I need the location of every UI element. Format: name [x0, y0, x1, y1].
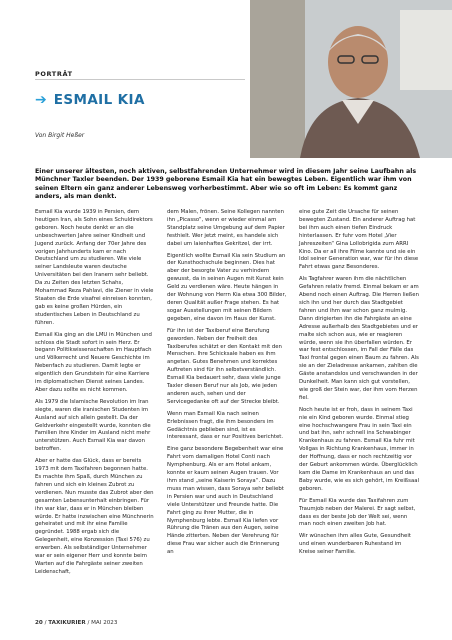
paragraph: Esmail Kia wurde 1939 in Persien, dem heutigen Iran, als Sohn eines Schuldirektors geboren. Noch heute denkt er an die unbeschwerten Jahre seiner Kindheit und Jugend zurück. Anfang der 70er Jahre des vorigen Jahrhunderts kam er nach Deutschland um zu studieren. Wie viele seiner Landsleute waren deutsche Universitäten bei den Iranern sehr beliebt. Da zu Zeiten des letzten Schahs, Mohammad Reza Pahlavi, die Ziener in viele Staaten die Erde visafrei einreisen konnten, gab es keine großen Hürden, ein studentisches Leben in Deutschland zu führen. [35, 209, 154, 326]
section-label: PORTRÄT [35, 70, 73, 78]
paragraph: eine gute Zeit die Ursache für seinen bewegten Zustand. Ein anderer Auftrag hat bei ihm auch einen tiefen Eindruck hinterlassen. Er fuhr vom Hotel „Vier Jahreszeiten“ Gina Lollobrigida zum ARRI Kino. Da er all ihre Filme kannte und sie ein Idol seiner Generation war, war für ihn diese Fahrt etwas ganz Besonderes. [299, 209, 419, 271]
article-title: ESMAIL KIA [53, 92, 145, 108]
paragraph: Als Tagfahrer waren ihm die nächtlichen Gefahren relativ fremd. Einmal bekam er am Abend noch einen Auftrag. Die Herren ließen sich ihn und her durch das Stadtgebiet fahren und ihm war schon ganz mulmig. Dann dirigierten ihn die Fahrgäste an eine Adresse außerhalb des Stadtgebietes und er malte sich schon aus, wie er reagieren würde, wenn sie ihn überfallen würden. Er war fest entschlossen, im Fall der Fälle das Taxi frontal gegen einen Baum zu fahren. Als sie an der Zieladresse ankamen, zahlten die Gäste anstandslos und verschwanden in der Dunkelheit. Man kann sich gut vorstellen, wie groß der Stein war, der ihm vom Herzen fiel. [299, 276, 419, 401]
lead-paragraph: Einer unserer ältesten, noch aktiven, selbstfahrenden Unternehmer wird in diesem Jahr seine Laufbahn als Münchner Taxler beenden. Der 1939 geborene Esmail Kia hat ein bewegtes Leben. Eigentlich war ihm von seinen Eltern ein ganz anderer Lebensweg vorherbestimmt. Aber wie so oft im Leben: Es kommt ganz anders, als man denkt. [35, 168, 417, 201]
publication-name: TAXIKURIER [48, 620, 86, 626]
issue-date: MAI 2023 [91, 620, 118, 626]
column-1 [35, 209, 155, 581]
arrow-right-icon: ➔ [35, 92, 47, 108]
paragraph: Als 1979 die Islamische Revolution im Iran siegte, waren die iranischen Studenten im Ausland auf sich allein gestellt. Da der Geldverkehr eingestellt wurde, konnten die Familien ihre Kinder im Ausland nicht mehr unterstützen. Auch Esmail Kia war davon betroffen. [35, 398, 151, 453]
section-divider [35, 79, 245, 80]
paragraph: Wenn man Esmail Kia nach seinen Erlebnissen fragt, die ihm besonders im Gedächtnis geblieben sind, ist es interessant, dass er nur Positives berichtet. [167, 410, 284, 441]
column-3 [299, 209, 419, 581]
paragraph: Eigentlich wollte Esmail Kia sein Studium an der Kunsthochschule beginnen. Dies hat aber der besorgte Vater zu verhindern gewusst, da in seinen Augen mit Kunst kein Geld zu verdienen wäre. Heute hängen in der Wohnung von Herrn Kia etwa 300 Bilder, deren Qualität außer Frage stehen. Es hat sogar Ausstellungen mit seinen Bildern gegeben, eine davon im Haus der Kunst. [167, 252, 287, 322]
paragraph: Aber er hatte das Glück, dass er bereits 1973 mit dem Taxifahren begonnen hatte. Es machte ihm Spaß, durch München zu fahren und sich ein kleines Zubrot zu verdienen. Nun musste das Zubrot aber den gesamten Lebensunterhalt einbringen. Für ihn war klar, dass er in München bleiben würde. Er hatte inzwischen eine Münchnerin geheiratet und mit ihr eine Familie gegründet. 1988 ergab sich die Gelegenheit, eine Konzession (Taxi 576) zu erwerben. Als selbständiger Unternehmer war er sein eigener Herr und konnte beim Warten auf die Fahrgäste seiner zweiten Leidenschaft, [35, 458, 154, 575]
paragraph: Für ihn ist der Taxiberuf eine Berufung geworden. Neben der Freiheit des Taxiberufes schätzt er den Kontakt mit den Menschen. Ihre Schicksale haben es ihm angetan. Gutes Benehmen und korrektes Auftreten sind für ihn selbstverständlich. Esmail Kia bedauert sehr, dass viele junge Taxler diesen Beruf nur als Job, wie jeden anderen auch, sehen und der Servicegedanke oft auf der Strecke bleibt. [167, 327, 282, 405]
paragraph: Esmail Kia ging an die LMU in München und schloss die Stadt sofort in sein Herz. Er begann Politikwissenschaften im Hauptfach und Völkerrecht und Neuere Geschichte im Nebenfach zu studieren. Damit legte er eigentlich den Grundstein für eine Karriere im diplomatischen Dienst seines Landes. Aber dazu sollte es nicht kommen. [35, 331, 152, 393]
author-byline: Von Birgit Heßer [35, 132, 85, 139]
paragraph: Wir wünschen ihm alles Gute, Gesundheit und einen wunderbaren Ruhestand im Kreise seiner Familie. [299, 533, 411, 556]
footer-separator: / [87, 620, 92, 626]
page-footer [35, 620, 117, 626]
page-number: 20 [35, 620, 43, 626]
portrait-photo [250, 0, 452, 158]
footer-separator: / [44, 620, 49, 626]
paragraph: Noch heute ist er froh, dass in seinem Taxi nie ein Kind geboren wurde. Einmal stieg eine hochschwangere Frau in sein Taxi ein und bat ihn, sehr schnell ins Schwabinger Krankenhaus zu fahren. Esmail Kia fuhr mit Vollgas in Richtung Krankenhaus, immer in der Hoffnung, dass er noch rechtzeitig vor der Geburt ankommen würde. Überglücklich kam die Dame im Krankenhaus an und das Baby wurde, wie es sich gehört, im Kreißsaal geboren. [299, 406, 419, 492]
article-body [35, 209, 420, 581]
article-title-row [35, 92, 145, 108]
article-header [0, 0, 452, 158]
column-2 [167, 209, 287, 581]
paragraph: dem Malen, frönen. Seine Kollegen nannten ihn „Picasso“, wenn er wieder einmal am Standplatz seine Umgebung auf dem Papier festhielt. Wer jetzt meint, es handele sich dabei um laienhaftes Gekritzel, der irrt. [167, 209, 285, 247]
paragraph: Eine ganz besondere Begebenheit war eine Fahrt vom damaligen Hotel Conti nach Nymphenburg. Als er am Hotel ankam, konnte er kaum seinen Augen trauen. Vor ihm stand „seine Kaiserin Soraya“. Dazu muss man wissen, dass Soraya sehr beliebt in Persien war und auch in Deutschland viele Unterstützer und Freunde hatte. Die Fahrt ging zu ihrer Mutter, die in Nymphenburg lebte. Esmail Kia liefen vor Rührung die Tränen aus den Augen, seine Hände zitterten. Neben der Verehrung für diese Frau war sicher auch die Erinnerung an [167, 446, 284, 556]
paragraph: Für Esmail Kia wurde das Taxifahren zum Traumjob neben der Malerei. Er sagt selbst, dass es der beste Job der Welt sei, wenn man noch einen zweiten Job hat. [299, 497, 416, 528]
portrait-photo-illustration [250, 0, 452, 158]
